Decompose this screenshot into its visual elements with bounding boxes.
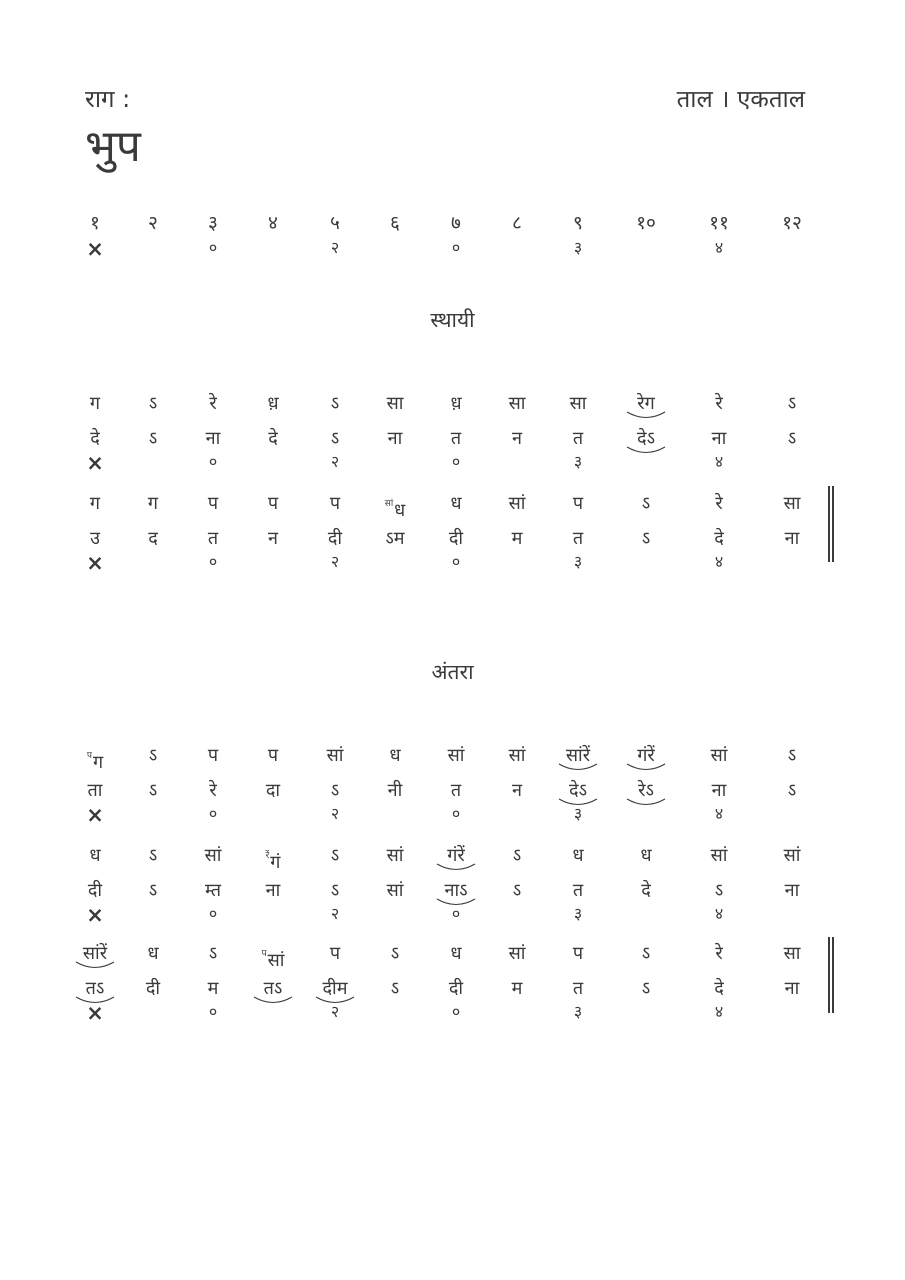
bol-row <box>0 780 905 804</box>
bol <box>421 780 491 802</box>
bol <box>360 978 430 1000</box>
taal-mark: ० <box>208 904 218 923</box>
bol-text: ना <box>205 428 221 449</box>
bol-text: त <box>207 528 219 549</box>
swara-text: रे <box>715 393 723 414</box>
swara <box>421 845 491 867</box>
bol <box>611 528 681 550</box>
swara <box>684 943 754 965</box>
swara-text: ऽ <box>641 943 651 964</box>
bol-text: ऽ <box>512 880 522 901</box>
bol <box>238 428 308 450</box>
beat-number: ५ <box>330 212 340 234</box>
sam-mark: × <box>86 803 104 827</box>
swara-text: ऽ <box>390 943 400 964</box>
swara-text: सां <box>386 845 404 866</box>
bol-text: त <box>572 880 584 901</box>
swara <box>684 845 754 867</box>
sthayi-title: स्थायी <box>430 308 475 332</box>
bol-text: दे <box>268 428 278 449</box>
bol-text: ऽम <box>385 528 405 549</box>
section-end-barline <box>828 486 834 562</box>
swara <box>684 493 754 515</box>
swara-text: सांरें <box>82 943 108 964</box>
beat-number: १२ <box>782 212 802 234</box>
bol-text: ना <box>265 880 281 901</box>
swara <box>421 493 491 515</box>
bol-text: ऽ <box>148 780 158 801</box>
taal-mark: ० <box>208 452 218 471</box>
swara-text: ग <box>89 393 101 414</box>
bol <box>421 978 491 1000</box>
bol-text: दी <box>145 978 161 999</box>
swara-row <box>0 393 905 417</box>
beat-number: ३ <box>208 212 218 234</box>
bol-text: ऽ <box>330 428 340 449</box>
swara-text: प <box>572 943 584 964</box>
beat-mark-row <box>0 237 905 264</box>
beat-number: ८ <box>512 212 522 234</box>
bol-text: ना <box>711 428 727 449</box>
swara-row <box>0 845 905 873</box>
bol-text: त <box>572 528 584 549</box>
taal-mark: ३ <box>573 552 583 571</box>
bol-text: दे <box>641 880 651 901</box>
taal-mark: ० <box>208 1002 218 1021</box>
beat-number: ४ <box>268 212 278 234</box>
swara-text: रे <box>209 393 217 414</box>
swara-text: ऽ <box>148 393 158 414</box>
bol <box>421 428 491 450</box>
swara <box>360 393 430 415</box>
swara-text: सां <box>447 745 465 766</box>
swara-text: ग <box>147 493 159 514</box>
bol-text: ऽ <box>148 880 158 901</box>
bol <box>757 528 827 550</box>
bol-text: त <box>450 780 462 801</box>
taal-mark: ० <box>451 552 461 571</box>
bol-text: न <box>512 780 522 801</box>
bol-text: ता <box>87 780 103 801</box>
swara-text: ध <box>147 943 159 964</box>
swara <box>482 845 552 867</box>
bol-text: तऽ <box>263 978 283 999</box>
bol-text: ऽ <box>330 780 340 801</box>
kan-swar: प <box>86 751 92 761</box>
bol <box>421 880 491 902</box>
kan-swar: प <box>261 949 267 959</box>
swara-text: प <box>267 745 279 766</box>
swara <box>238 745 308 767</box>
beat-number: ६ <box>390 212 400 234</box>
swara-text: सां <box>326 745 344 766</box>
swara <box>611 943 681 965</box>
swara-text: ध <box>640 845 652 866</box>
taal-mark: ३ <box>573 904 583 923</box>
swara <box>611 845 681 867</box>
bol <box>238 528 308 550</box>
bol <box>360 780 430 802</box>
taal-mark-row <box>0 803 905 830</box>
swara <box>482 493 552 515</box>
sam-mark: × <box>86 1001 104 1025</box>
swara <box>360 745 430 767</box>
bol-text: ऽ <box>714 880 724 901</box>
bol <box>684 428 754 450</box>
bol <box>611 780 681 802</box>
sam-mark: × <box>86 451 104 475</box>
bol-text: दे <box>714 978 724 999</box>
swara <box>482 943 552 965</box>
bol <box>757 978 827 1000</box>
bol <box>482 528 552 550</box>
swara-text: रेग <box>637 393 655 414</box>
bol <box>757 428 827 450</box>
swara <box>543 943 613 965</box>
bol-text: दी <box>327 528 343 549</box>
taal-mark: ४ <box>714 1002 724 1021</box>
bol-text: म <box>207 978 219 999</box>
swara-row <box>0 493 905 521</box>
bol-text: ना <box>387 428 403 449</box>
section-end-barline <box>828 937 834 1013</box>
bol <box>482 880 552 902</box>
swara-text: सां <box>508 943 526 964</box>
taal-mark: ४ <box>714 904 724 923</box>
swara-text: ऽ <box>330 393 340 414</box>
swara-text: सां <box>508 745 526 766</box>
swara-text: रे <box>715 493 723 514</box>
swara <box>757 393 827 415</box>
swara <box>611 393 681 415</box>
bol <box>360 428 430 450</box>
sam-mark: × <box>86 551 104 575</box>
swara-text: सा <box>783 493 801 514</box>
bol <box>543 978 613 1000</box>
bol-text: ना <box>784 880 800 901</box>
swara-text: ऽ <box>148 745 158 766</box>
swara-text: ध़ <box>267 393 279 414</box>
swara-text: ऽ <box>641 493 651 514</box>
swara <box>757 493 827 515</box>
bol-row <box>0 528 905 552</box>
swara-text: सा <box>569 393 587 414</box>
swara-text: प <box>267 493 279 514</box>
swara <box>360 493 430 522</box>
swara-text: प <box>329 493 341 514</box>
bol-text: न <box>268 528 278 549</box>
swara-text: रे <box>715 943 723 964</box>
bol-text: दी <box>448 528 464 549</box>
bol <box>684 528 754 550</box>
taal-mark: ३ <box>573 452 583 471</box>
swara <box>360 845 430 867</box>
bol-text: न <box>512 428 522 449</box>
taal-mark-row <box>0 451 905 478</box>
taal-mark: ० <box>451 904 461 923</box>
bol <box>684 978 754 1000</box>
swara-text: ध़ <box>450 393 462 414</box>
bol-text: त <box>450 428 462 449</box>
swara <box>421 745 491 767</box>
taal-mark-row <box>0 903 905 930</box>
meend-arc <box>436 862 476 872</box>
swara-text: ध <box>450 943 462 964</box>
taal-mark: ० <box>451 1002 461 1021</box>
swara <box>543 493 613 515</box>
swara-text: ध <box>394 500 406 521</box>
swara-text: सा <box>508 393 526 414</box>
bol-text: ना <box>784 978 800 999</box>
beat-number: १० <box>636 212 656 234</box>
bol <box>238 780 308 802</box>
sam-mark: × <box>86 237 104 261</box>
swara-text: ऽ <box>787 745 797 766</box>
swara-text: ग <box>89 493 101 514</box>
bol-text: नी <box>387 780 403 801</box>
meend-arc <box>626 762 666 772</box>
swara <box>421 393 491 415</box>
bol-text: म्त <box>204 880 222 901</box>
bol <box>360 528 430 550</box>
swara <box>238 393 308 415</box>
bol <box>543 528 613 550</box>
taal-mark: २ <box>330 238 340 257</box>
swara-text: ऽ <box>148 845 158 866</box>
beat-number: १ <box>90 212 100 234</box>
bol-text: ऽ <box>787 780 797 801</box>
swara-text: गंरें <box>637 745 655 766</box>
swara-text: सां <box>267 950 285 971</box>
swara <box>611 493 681 515</box>
bol-text: ऽ <box>787 428 797 449</box>
bol-text: रे <box>209 780 217 801</box>
swara-text: सां <box>783 845 801 866</box>
swara-text: सां <box>710 845 728 866</box>
bol-text: द <box>148 528 158 549</box>
swara <box>543 393 613 415</box>
beat-number: ९ <box>573 212 583 234</box>
swara-text: सां <box>508 493 526 514</box>
bol <box>482 428 552 450</box>
bol-text: रेऽ <box>638 780 654 801</box>
swara <box>684 393 754 415</box>
bol <box>543 880 613 902</box>
swara <box>238 493 308 515</box>
bol <box>543 428 613 450</box>
bol <box>684 880 754 902</box>
sam-mark: × <box>86 903 104 927</box>
bol-text: त <box>572 978 584 999</box>
bol-text: ऽ <box>330 880 340 901</box>
taal-mark: ३ <box>573 804 583 823</box>
meend-arc <box>75 960 115 970</box>
swara-row <box>0 745 905 773</box>
taal-mark: ४ <box>714 552 724 571</box>
swara <box>360 943 430 965</box>
bol-text: ऽ <box>148 428 158 449</box>
bol-text: सां <box>386 880 404 901</box>
taal-mark-row <box>0 1001 905 1028</box>
bol <box>684 780 754 802</box>
bol-text: ना <box>711 780 727 801</box>
swara-text: प <box>572 493 584 514</box>
swara-text: सा <box>783 943 801 964</box>
taal-mark: २ <box>330 904 340 923</box>
raga-label: राग : <box>85 85 131 113</box>
bol-text: ऽ <box>641 528 651 549</box>
taal-mark: ० <box>208 804 218 823</box>
swara-text: ग <box>92 752 104 773</box>
bol-row <box>0 428 905 452</box>
swara-text: ध <box>389 745 401 766</box>
bol-text: दी <box>448 978 464 999</box>
bol-text: देऽ <box>569 780 587 801</box>
taal-mark: २ <box>330 552 340 571</box>
taal-mark-row <box>0 551 905 578</box>
taal-mark: ० <box>451 452 461 471</box>
bol-row <box>0 978 905 1002</box>
bol <box>238 880 308 902</box>
taal-mark: २ <box>330 1002 340 1021</box>
bol <box>757 780 827 802</box>
bol-text: म <box>511 528 523 549</box>
raga-name: भुप <box>85 121 141 172</box>
taal-mark: ० <box>208 238 218 257</box>
taal-mark: २ <box>330 804 340 823</box>
bol-text: तऽ <box>85 978 105 999</box>
swara <box>238 943 308 972</box>
bol <box>611 880 681 902</box>
kan-swar: रें <box>265 851 270 861</box>
swara <box>684 745 754 767</box>
swara <box>482 393 552 415</box>
bol-text: ऽ <box>390 978 400 999</box>
swara <box>757 845 827 867</box>
swara-text: प <box>207 745 219 766</box>
antara-title: अंतरा <box>431 660 474 684</box>
swara-text: प <box>207 493 219 514</box>
swara-text: ऽ <box>330 845 340 866</box>
swara-text: ऽ <box>512 845 522 866</box>
swara <box>611 745 681 767</box>
swara-row <box>0 943 905 971</box>
swara-text: सांरें <box>565 745 591 766</box>
swara-text: ध <box>89 845 101 866</box>
bol <box>482 978 552 1000</box>
meend-arc <box>558 762 598 772</box>
meend-arc <box>626 410 666 420</box>
swara <box>757 943 827 965</box>
bol-text: ना <box>784 528 800 549</box>
bol-row <box>0 880 905 904</box>
bol <box>611 978 681 1000</box>
bol-text: नाऽ <box>444 880 468 901</box>
swara <box>757 745 827 767</box>
taal-mark: ४ <box>714 238 724 257</box>
swara-text: सा <box>386 393 404 414</box>
bol <box>611 428 681 450</box>
beat-number-row <box>0 212 905 236</box>
bol-text: म <box>511 978 523 999</box>
taal-mark: ३ <box>573 238 583 257</box>
bol-text: देऽ <box>637 428 655 449</box>
bol <box>482 780 552 802</box>
bol-text: दे <box>714 528 724 549</box>
bol-text: दीम <box>322 978 348 999</box>
bol-text: उ <box>90 528 100 549</box>
swara <box>238 845 308 874</box>
swara <box>543 745 613 767</box>
beat-number: ७ <box>451 212 461 234</box>
bol-text: त <box>572 428 584 449</box>
bol-text: दे <box>90 428 100 449</box>
taal-label: ताल । एकताल <box>676 85 805 113</box>
taal-mark: ० <box>208 552 218 571</box>
bol <box>421 528 491 550</box>
swara-text: गंरें <box>447 845 465 866</box>
swara-text: ऽ <box>787 393 797 414</box>
bol-text: दा <box>265 780 281 801</box>
swara-text: ऽ <box>208 943 218 964</box>
bol-text: ऽ <box>641 978 651 999</box>
beat-number: २ <box>148 212 158 234</box>
taal-mark: २ <box>330 452 340 471</box>
beat-number: ११ <box>709 212 729 234</box>
taal-mark: ० <box>451 238 461 257</box>
swara <box>543 845 613 867</box>
swara <box>482 745 552 767</box>
bol <box>360 880 430 902</box>
swara-text: सां <box>204 845 222 866</box>
bol-text: दी <box>87 880 103 901</box>
swara-text: प <box>329 943 341 964</box>
taal-mark: ३ <box>573 1002 583 1021</box>
kan-swar: सां <box>384 499 394 509</box>
bol <box>543 780 613 802</box>
swara-text: गं <box>270 852 281 873</box>
swara-text: ध <box>572 845 584 866</box>
taal-mark: ४ <box>714 804 724 823</box>
bol <box>238 978 308 1000</box>
swara-text: ध <box>450 493 462 514</box>
taal-mark: ० <box>451 804 461 823</box>
swara <box>421 943 491 965</box>
bol <box>757 880 827 902</box>
taal-mark: ४ <box>714 452 724 471</box>
swara-text: सां <box>710 745 728 766</box>
